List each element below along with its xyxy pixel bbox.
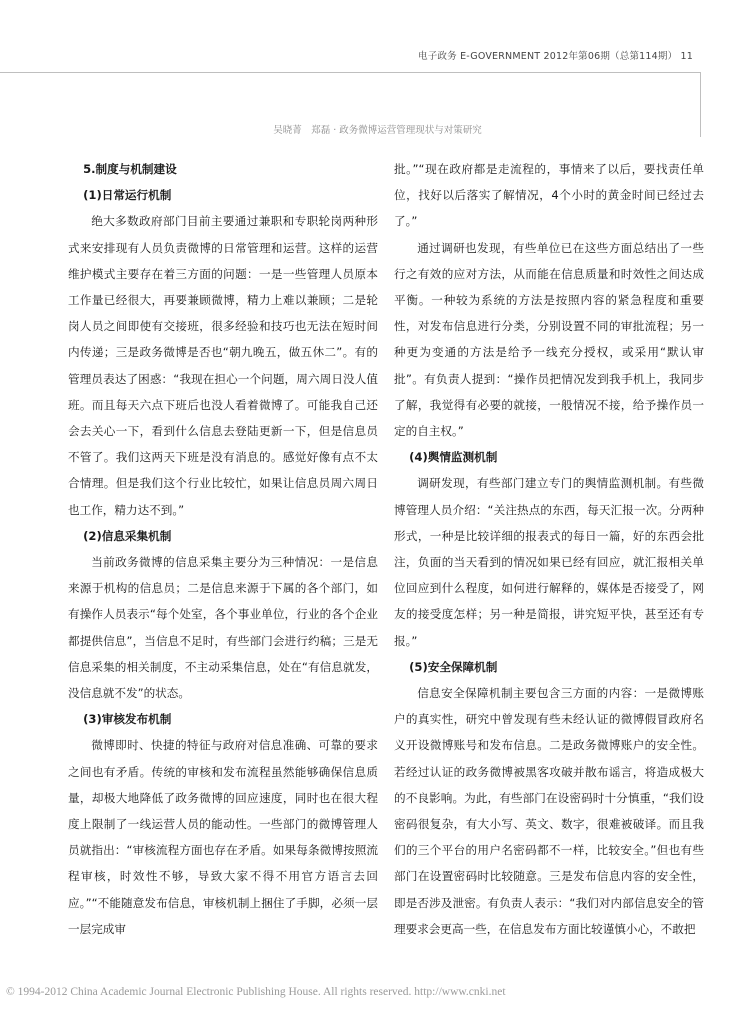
- subsection-heading: (3)审核发布机制: [83, 712, 172, 727]
- subsection-heading: (5)安全保障机制: [409, 659, 498, 674]
- section-heading: 5.制度与机制建设: [83, 162, 177, 176]
- header-rule: [0, 72, 700, 73]
- copyright-footer: © 1994-2012 China Academic Journal Electronic Publishing House. All rights reserved. http://www.cnki.net: [6, 986, 506, 998]
- left-column: [68, 156, 378, 942]
- paragraph: 通过调研也发现，有些单位已在这些方面总结出了一些行之有效的应对方法，从而能在信息质量和时效性之间达成平衡。一种较为系统的方法是按照内容的紧急程度和重要性，对发布信息进行分类，分别设置不同的审批流程；另一种更为变通的方法是给予一线充分授权，或采用“默认审批”。有负责人提到：“操作员把情况发到我手机上，我同步了解，我觉得有必要的就接，一般情况不接，给予操作员一定的自主权。”: [394, 240, 704, 439]
- running-header: 电子政务 E-GOVERNMENT 2012年第06期（总第114期） 11: [418, 51, 693, 62]
- authors-and-title: 吴晓菁 郑磊 · 政务微博运营管理现状与对策研究: [273, 125, 482, 136]
- subsection-heading: (2)信息采集机制: [83, 528, 172, 543]
- paragraph: 绝大多数政府部门目前主要通过兼职和专职轮岗两种形式来安排现有人员负责微博的日常管理和运营。这样的运营维护模式主要存在着三方面的问题：一是一些管理人员原本工作量已经很大，再要兼顾微博，精力上难以兼顾；二是轮岗人员之间即使有交接班，很多经验和技巧也无法在短时间内传递；三是政务微博是否也“朝九晚五，做五休二”。有的管理员表达了困惑：“我现在担心一个问题，周六周日没人值班。而且每天六点下班后也没人看着微博了。可能我自己还会去关心一下，看到什么信息去登陆更新一下，但是信息员不管了。我们这两天下班是没有消息的。感觉好像有点不太合情理。但是我们这个行业比较忙，如果让信息员周六周日也工作，精力达不到。”: [68, 214, 378, 517]
- paragraph: 信息安全保障机制主要包含三方面的内容：一是微博账户的真实性，研究中曾发现有些未经认证的微博假冒政府名义开设微博账号和发布信息。二是政务微博账户的安全性。若经过认证的政务微博被黑客攻破并散布谣言，将造成极大的不良影响。为此，有些部门在设密码时十分慎重，“我们设密码很复杂，有大小写、英文、数字，很难被破译。而且我们的三个平台的用户名密码都不一样，比较安全。”但也有些部门在设置密码时比较随意。三是发布信息内容的安全性，即是否涉及泄密。有负责人表示：“我们对内部信息安全的管理要求会更高一些，在信息发布方面比较谨慎小心，不敢把: [394, 686, 704, 936]
- paragraph-continued: 批。”“现在政府都是走流程的，事情来了以后，要找责任单位，找好以后落实了解情况，4个小时的黄金时间已经过去了。”: [394, 162, 704, 229]
- paragraph: 微博即时、快捷的特征与政府对信息准确、可靠的要求之间也有矛盾。传统的审核和发布流程虽然能够确保信息质量，却极大地降低了政务微博的回应速度，同时也在很大程度上限制了一线运营人员的能动性。一些部门的微博管理人员就指出：“审核流程方面也存在矛盾。如果每条微博按照流程审核，时效性不够，导致大家不得不用官方语言去回应。”“不能随意发布信息，审核机制上捆住了手脚，必须一层一层完成审: [68, 738, 378, 936]
- right-column: [394, 156, 704, 942]
- paragraph: 当前政务微博的信息采集主要分为三种情况：一是信息来源于机构的信息员；二是信息来源于下属的各个部门，如有操作人员表示“每个处室，各个事业单位，行业的各个企业都提供信息”，当信息不足时，有些部门会进行约稿；三是无信息采集的相关制度，不主动采集信息，处在“有信息就发，没信息就不发”的状态。: [68, 555, 378, 701]
- subsection-heading: (4)舆情监测机制: [409, 450, 498, 465]
- subsection-heading: (1)日常运行机制: [83, 188, 172, 203]
- paragraph: 调研发现，有些部门建立专门的舆情监测机制。有些微博管理人员介绍：“关注热点的东西，每天汇报一次。分两种形式，一种是比较详细的报表式的每日一篇，好的东西会批注，负面的当天看到的情况如果已经有回应，就汇报相关单位回应到什么程度，如何进行解释的，媒体是否接受了，网友的接受度怎样；另一种是简报，讲究短平快，甚至还有专报。”: [394, 476, 704, 648]
